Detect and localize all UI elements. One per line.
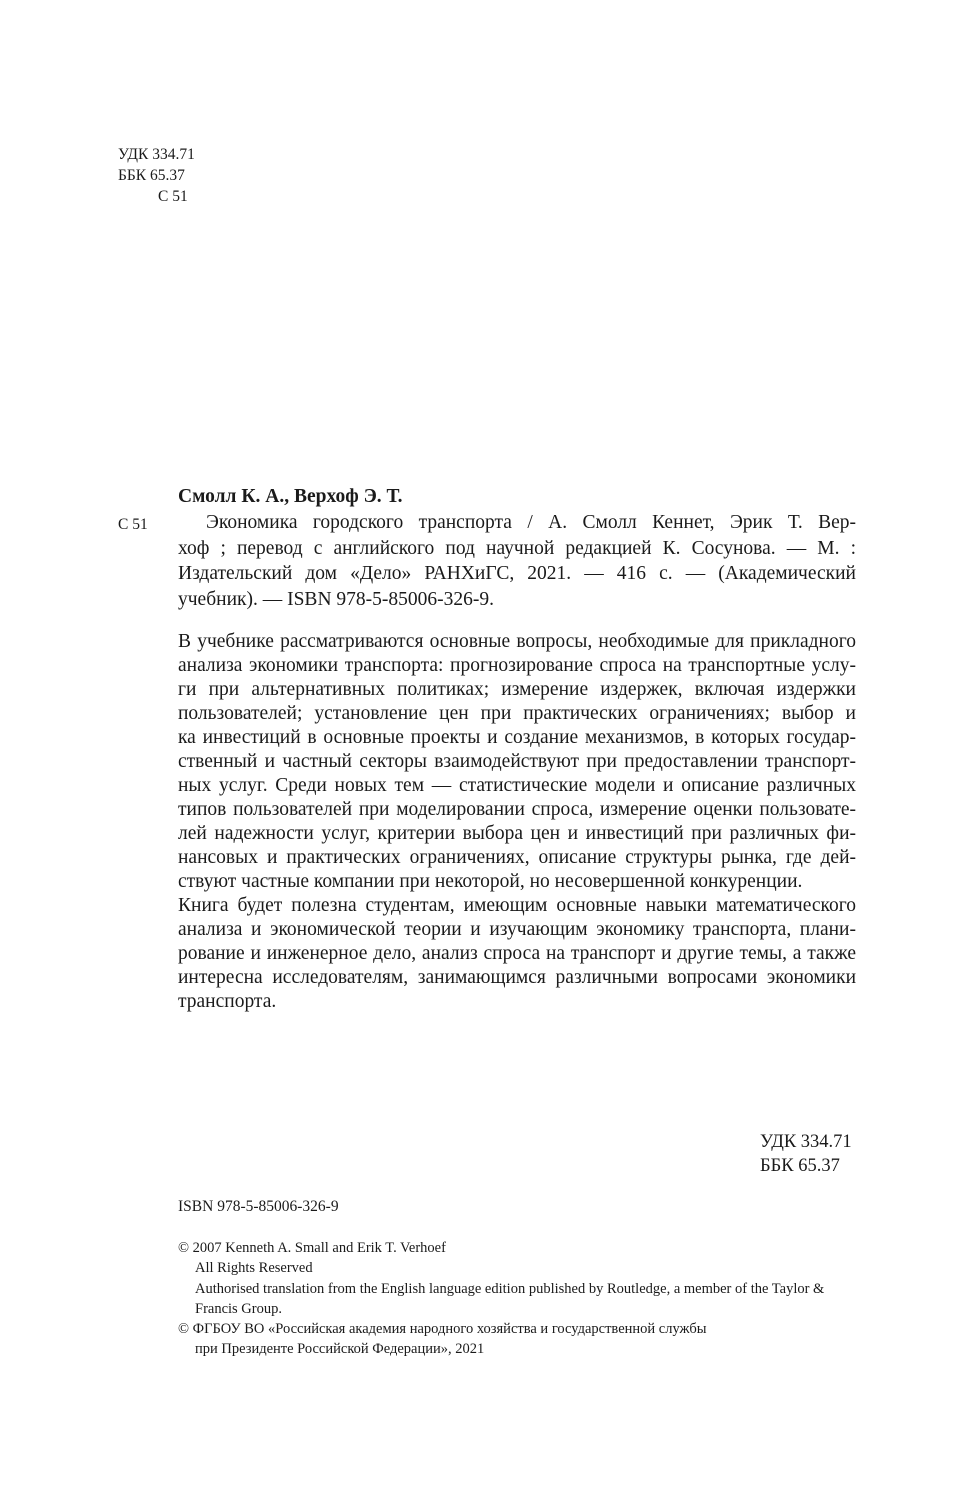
- copyright-line: © ФГБОУ ВО «Российская академия народного хозяйства и государственной службы: [178, 1321, 707, 1338]
- translation-line: Authorised translation from the English language edition published by Routledge, a member of the Taylor &: [195, 1280, 825, 1297]
- annotation-line: ка инвестиций в основные проекты и создание механизмов, в которых государ-: [178, 727, 856, 748]
- annotation-line: типов пользователей при моделировании спроса, измерение оценки пользовате-: [178, 799, 856, 820]
- authors-heading: Смолл К. А., Верхоф Э. Т.: [178, 486, 403, 507]
- annotation-line: пользователей; установление цен при практических ограничениях; выбор и: [178, 703, 856, 724]
- annotation-line: ственный и частный секторы взаимодействуют при предоставлении транспорт-: [178, 751, 856, 772]
- copyright-block: [178, 1238, 863, 1360]
- annotation-line: Книга будет полезна студентам, имеющим основные навыки математического: [178, 895, 856, 916]
- rights-line: All Rights Reserved: [195, 1260, 313, 1277]
- bottom-bbk-code: ББК 65.37: [760, 1156, 840, 1176]
- bibliographic-description: [178, 510, 856, 612]
- description-line: учебник). — ISBN 978-5-85006-326-9.: [178, 588, 494, 610]
- description-line: Экономика городского транспорта / А. Смолл Кеннет, Эрик Т. Вер-: [206, 512, 856, 533]
- translation-line: Francis Group.: [195, 1300, 282, 1317]
- annotation-line: ствуют частные компании при некоторой, но несовершенной конкуренции.: [178, 871, 803, 892]
- copyright-line: при Президенте Российской Федерации», 2021: [195, 1341, 485, 1358]
- annotation-line: нансовых и практических ограничениях, описание структуры рынка, где дей-: [178, 847, 856, 868]
- description-line: хоф ; перевод с английского под научной редакцией К. Сосунова. — М. :: [178, 537, 856, 559]
- top-codes-block: [118, 144, 195, 207]
- annotation-line: В учебнике рассматриваются основные вопросы, необходимые для прикладного: [178, 631, 856, 652]
- annotation-line: ных услуг. Среди новых тем — статистические модели и описание различных: [178, 775, 856, 796]
- isbn: ISBN 978-5-85006-326-9: [178, 1198, 339, 1215]
- bottom-udk-code: УДК 334.71: [760, 1132, 852, 1152]
- udk-code: УДК 334.71: [118, 146, 195, 163]
- annotation-line: рование и инженерное дело, анализ спроса на транспорт и другие темы, а также: [178, 943, 856, 964]
- annotation-line: анализа и экономической теории и изучающим экономику транспорта, плани-: [178, 919, 856, 940]
- annotation-line: лей надежности услуг, критерии выбора цен и инвестиций при различных фи-: [178, 823, 856, 844]
- copyright-line: © 2007 Kenneth A. Small and Erik T. Verhoef: [178, 1240, 446, 1256]
- author-mark: С 51: [158, 188, 188, 205]
- annotation-line: транспорта.: [178, 991, 277, 1012]
- description-line: Издательский дом «Дело» РАНХиГС, 2021. — 416 с. — (Академический: [178, 563, 856, 584]
- annotation: [178, 630, 856, 1014]
- bottom-codes-block: [760, 1130, 852, 1178]
- bbk-code: ББК 65.37: [118, 167, 185, 184]
- annotation-line: интересна исследователям, занимающимся различными вопросами экономики: [178, 967, 856, 988]
- annotation-line: анализа экономики транспорта: прогнозирование спроса на транспортные услу-: [178, 655, 856, 676]
- card-author-mark: С 51: [118, 516, 148, 533]
- annotation-line: ги при альтернативных политиках; измерение издержек, включая издержки: [178, 679, 856, 700]
